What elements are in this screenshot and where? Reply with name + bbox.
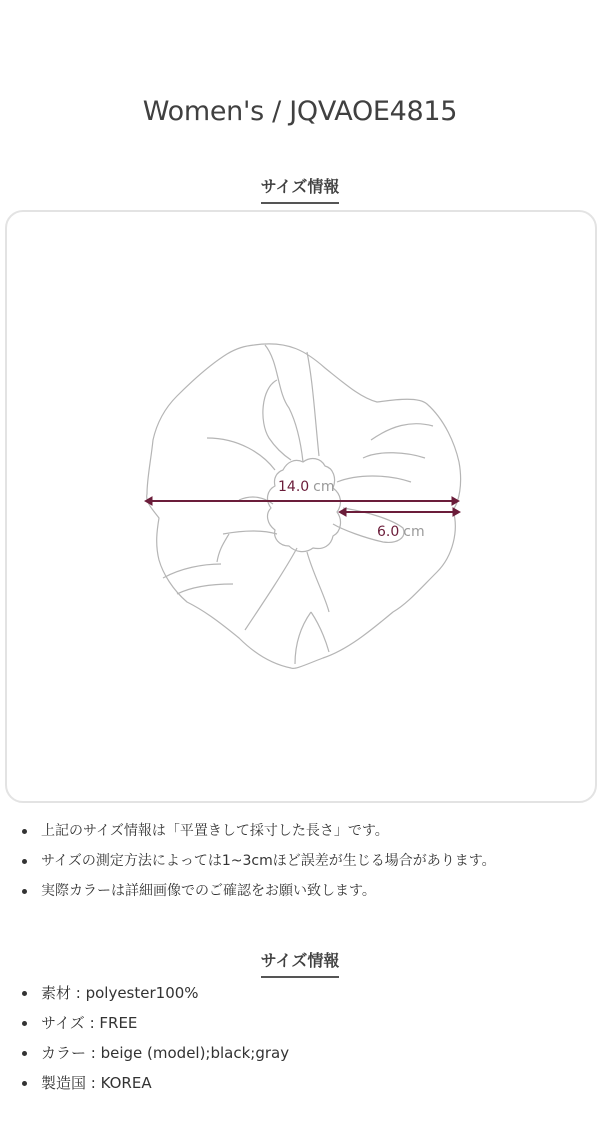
size-diagram-panel <box>5 210 597 803</box>
outer-measure-line <box>145 497 459 505</box>
product-title: Women's / JQVAOE4815 <box>142 96 458 127</box>
product-info-heading-text: サイズ情報 <box>261 948 340 978</box>
note-item: サイズの測定方法によっては1~3cmほど誤差が生じる場合があります。 <box>0 846 600 876</box>
inner-measure-unit: cm <box>403 524 425 540</box>
outer-measure-unit: cm <box>313 479 335 495</box>
inner-measure-value: 6.0 <box>377 524 400 540</box>
scrunchie-diagram <box>7 212 595 801</box>
product-info-heading <box>0 948 600 978</box>
scrunchie-inner-hole <box>268 459 341 552</box>
spec-origin: 製造国 : KOREA <box>0 1068 600 1098</box>
size-section-heading-text: サイズ情報 <box>261 174 340 204</box>
outer-measure-value: 14.0 <box>278 479 310 495</box>
spec-size: サイズ : FREE <box>0 1008 600 1038</box>
note-item: 上記のサイズ情報は「平置きして採寸した長さ」です。 <box>0 816 600 846</box>
size-section-heading <box>0 174 600 204</box>
size-notes-list <box>0 816 600 906</box>
outer-measure-label <box>278 479 335 495</box>
product-spec-list <box>0 978 600 1098</box>
spec-material: 素材 : polyester100% <box>0 978 600 1008</box>
note-item: 実際カラーは詳細画像でのご確認をお願い致します。 <box>0 876 600 906</box>
scrunchie-outline <box>147 344 461 669</box>
scrunchie-outer-outline <box>147 344 461 669</box>
spec-color: カラー : beige (model);black;gray <box>0 1038 600 1068</box>
inner-measure-line <box>339 508 460 516</box>
